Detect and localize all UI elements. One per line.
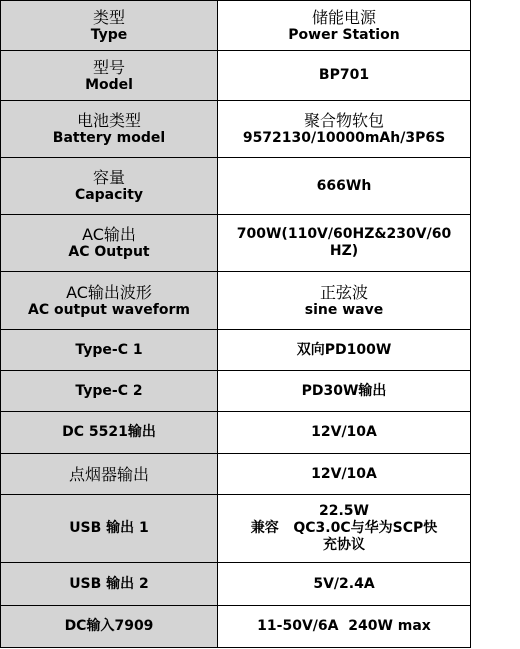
value-cell-ac-waveform <box>218 272 471 330</box>
value-text: BP701 <box>318 67 370 83</box>
spec-row-cigarette-lighter <box>1 454 471 495</box>
label-text: USB 输出 2 <box>69 575 149 592</box>
label-cn: 型号 <box>92 57 125 77</box>
label-text: USB 输出 1 <box>69 520 149 536</box>
label-en: Type <box>90 26 128 43</box>
value-cell-usb-2 <box>218 563 471 606</box>
label-cell-cigarette-lighter <box>1 454 218 495</box>
value-text: 双向PD100W <box>296 341 392 358</box>
value-text: 700W(110V/60HZ&230V/60 <box>236 226 452 242</box>
label-cell-dc-input <box>1 606 218 648</box>
value-en: Power Station <box>288 26 400 43</box>
label-text: Type-C 1 <box>75 341 143 358</box>
value-cell-dc-5521 <box>218 412 471 454</box>
spec-row-type <box>1 1 471 51</box>
label-en: Capacity <box>74 187 144 203</box>
label-en: Battery model <box>52 130 166 146</box>
spec-row-dc-5521 <box>1 412 471 454</box>
spec-row-battery <box>1 101 471 158</box>
value-text: 正弦波 <box>319 282 368 302</box>
label-cn: 容量 <box>92 168 125 187</box>
label-cell-type <box>1 1 218 51</box>
value-text: 兼容 QC3.0C与华为SCP快 <box>250 520 438 536</box>
value-cell-model <box>218 51 471 101</box>
value-text: 11-50V/6A 240W max <box>257 618 431 634</box>
value-cell-dc-input <box>218 606 471 648</box>
value-text: sine wave <box>304 301 384 318</box>
label-cn: AC输出波形 <box>66 282 152 302</box>
spec-row-ac-waveform <box>1 272 471 330</box>
label-cell-model <box>1 51 218 101</box>
value-cell-usb-1 <box>218 495 471 563</box>
value-text: 聚合物软包 <box>303 111 384 130</box>
label-cn: 类型 <box>92 7 125 27</box>
label-en: AC Output <box>68 244 150 260</box>
label-text: Type-C 2 <box>75 382 143 399</box>
spec-row-usb-2 <box>1 563 471 606</box>
value-text: 666Wh <box>316 177 372 194</box>
label-cn: 电池类型 <box>76 111 141 130</box>
spec-row-model <box>1 51 471 101</box>
spec-row-type-c-2 <box>1 371 471 412</box>
spec-row-ac-output <box>1 215 471 272</box>
value-text: 12V/10A <box>311 465 377 482</box>
value-cell-type-c-2 <box>218 371 471 412</box>
spec-row-dc-input <box>1 606 471 648</box>
label-cell-type-c-2 <box>1 371 218 412</box>
value-cell-type <box>218 1 471 51</box>
value-text: 9572130/10000mAh/3P6S <box>242 130 446 146</box>
label-cell-ac-output <box>1 215 218 272</box>
value-cell-battery <box>218 101 471 158</box>
value-cell-capacity <box>218 158 471 215</box>
value-cell-type-c-1 <box>218 330 471 371</box>
label-cell-capacity <box>1 158 218 215</box>
label-text: DC输入7909 <box>64 618 154 634</box>
value-text: HZ) <box>329 243 359 259</box>
value-cn: 储能电源 <box>311 7 376 27</box>
label-cell-usb-1 <box>1 495 218 563</box>
label-cn: AC输出 <box>82 225 136 244</box>
label-en: AC output waveform <box>27 301 191 318</box>
label-en: Model <box>85 76 133 93</box>
label-text: 点烟器输出 <box>68 464 149 484</box>
value-text: 5V/2.4A <box>313 575 375 592</box>
spec-row-capacity <box>1 158 471 215</box>
label-text: DC 5521输出 <box>62 424 156 440</box>
spec-row-type-c-1 <box>1 330 471 371</box>
value-text: 22.5W <box>319 503 369 519</box>
label-cell-battery <box>1 101 218 158</box>
value-text: PD30W输出 <box>301 382 387 399</box>
value-cell-cigarette-lighter <box>218 454 471 495</box>
value-text: 12V/10A <box>311 424 377 440</box>
value-cell-ac-output <box>218 215 471 272</box>
spec-row-usb-1 <box>1 495 471 563</box>
label-cell-dc-5521 <box>1 412 218 454</box>
label-cell-type-c-1 <box>1 330 218 371</box>
label-cell-ac-waveform <box>1 272 218 330</box>
label-cell-usb-2 <box>1 563 218 606</box>
value-text: 充协议 <box>323 537 365 553</box>
